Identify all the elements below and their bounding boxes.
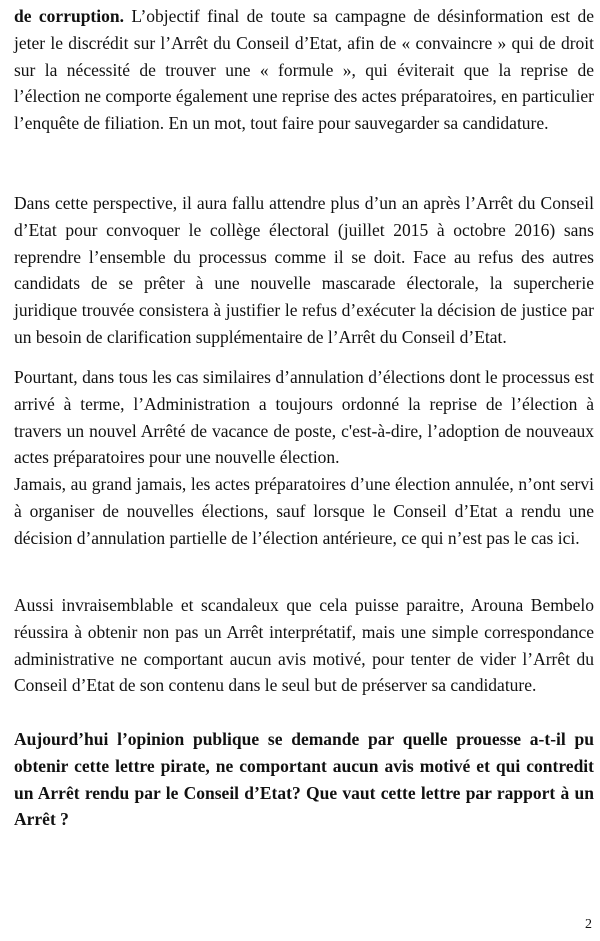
paragraph-similar-cases: Pourtant, dans tous les cas similaires d’annulation d’élections dont le processus est arrivé à terme, l’Administration a toujours ordonné la reprise de l’élection à travers un nouvel Arrêté de vacance de poste, c'est-à-dire, l’adoption de nouveaux actes préparatoires pour une nouvelle élection. xyxy=(14,367,594,468)
paragraph-bold-lead: de corruption. xyxy=(14,6,124,26)
paragraph-implausible: Aussi invraisemblable et scandaleux que cela puisse paraitre, Arouna Bembelo réussira à obtenir non pas un Arrêt interprétatif, mais une simple correspondance administrative ne comportant aucun avis motivé, pour tenter de vider l’Arrêt du Conseil d’Etat de son contenu dans le seul but de préserver sa candidature. xyxy=(14,595,594,696)
paragraph-perspective: Dans cette perspective, il aura fallu attendre plus d’un an après l’Arrêt du Conseil d’Etat pour convoquer le collège électoral (juillet 2015 à octobre 2016) sans reprendre l’ensemble du processus comme il se doit. Face au refus des autres candidats de se prêter à une nouvelle mascarade électorale, la supercherie juridique trouvée consistera à justifier le refus d’exécuter la décision de justice par un besoin de clarification supplémentaire de l’Arrêt du Conseil d’Etat. xyxy=(14,193,594,347)
page-number: 2 xyxy=(585,917,592,932)
paragraph-campaign-goal xyxy=(14,3,594,137)
paragraph-never: Jamais, au grand jamais, les actes préparatoires d’une élection annulée, n’ont servi à organiser de nouvelles élections, sauf lorsque le Conseil d’Etat a rendu une décision d’annulation partielle de l’élection antérieure, ce qui n’est pas le cas ici. xyxy=(14,474,594,548)
paragraph-public-opinion: Aujourd’hui l’opinion publique se demande par quelle prouesse a-t-il pu obtenir cette lettre pirate, ne comportant aucun avis motivé et qui contredit un Arrêt rendu par le Conseil d’Etat? Que vaut cette lettre par rapport à un Arrêt ? xyxy=(14,729,594,830)
paragraph-text: L’objectif final de toute sa campagne de désinformation est de jeter le discrédit sur l’Arrêt du Conseil d’Etat, afin de « convaincre » qui de droit sur la nécessité de trouver une « formule », qui éviterait que la reprise de l’élection ne comporte également une reprise des actes préparatoires, en particulier l’enquête de filiation. En un mot, tout faire pour sauvegarder sa candidature. xyxy=(14,6,594,134)
